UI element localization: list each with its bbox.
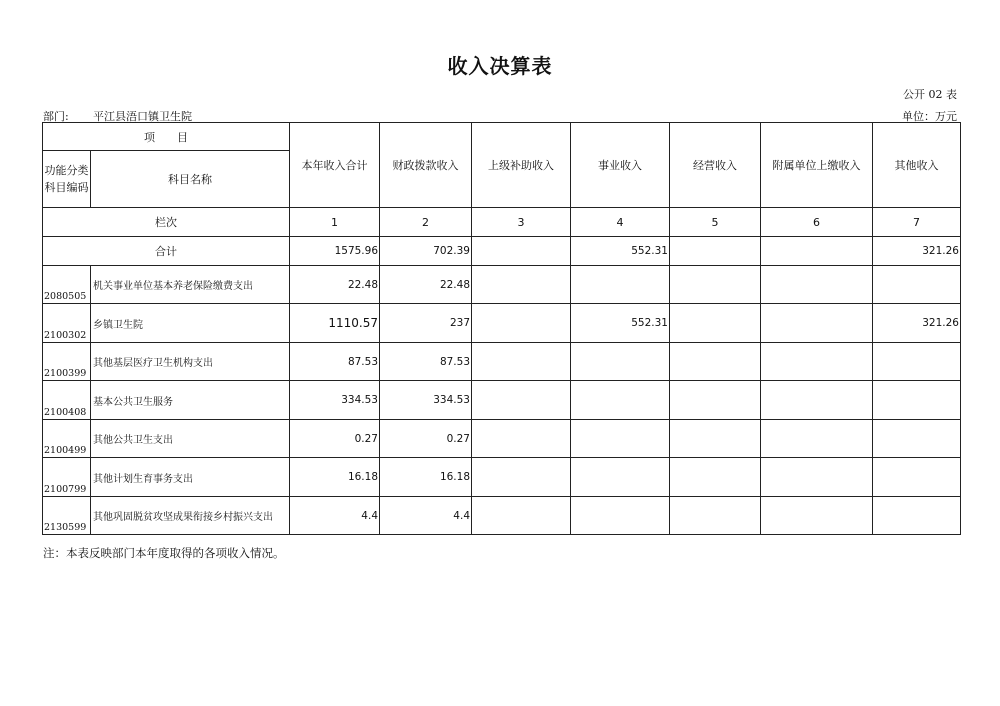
row-value: 22.48 — [380, 266, 472, 304]
header-item: 项 目 — [43, 123, 290, 151]
total-value-4: 552.31 — [571, 237, 670, 266]
income-report-table — [42, 122, 961, 535]
total-value-5 — [670, 237, 761, 266]
row-value: 22.48 — [290, 266, 380, 304]
row-value — [873, 343, 961, 381]
total-value-1: 1575.96 — [290, 237, 380, 266]
row-value — [670, 343, 761, 381]
row-value — [873, 420, 961, 458]
row-value — [472, 343, 571, 381]
row-value — [472, 497, 571, 535]
row-value — [571, 266, 670, 304]
row-value — [873, 458, 961, 497]
row-value: 334.53 — [290, 381, 380, 420]
row-code: 2100799 — [43, 458, 91, 497]
table-row — [43, 381, 961, 420]
row-value: 87.53 — [290, 343, 380, 381]
department-label: 部门: — [43, 110, 69, 123]
unit-label: 单位：万元 — [902, 110, 957, 123]
row-value: 321.26 — [873, 304, 961, 343]
total-value-6 — [761, 237, 873, 266]
header-col-5: 经营收入 — [670, 123, 761, 208]
row-value: 552.31 — [571, 304, 670, 343]
row-name: 其他公共卫生支出 — [91, 420, 290, 458]
row-name: 基本公共卫生服务 — [91, 381, 290, 420]
row-value — [670, 266, 761, 304]
row-value — [571, 381, 670, 420]
total-value-3 — [472, 237, 571, 266]
row-value — [472, 266, 571, 304]
header-col-3: 上级补助收入 — [472, 123, 571, 208]
row-value — [761, 343, 873, 381]
table-row — [43, 266, 961, 304]
row-value: 237 — [380, 304, 472, 343]
row-value: 4.4 — [290, 497, 380, 535]
table-row — [43, 343, 961, 381]
seq-5: 5 — [670, 208, 761, 237]
header-col-1: 本年收入合计 — [290, 123, 380, 208]
row-value — [761, 304, 873, 343]
row-value — [670, 381, 761, 420]
table-row — [43, 304, 961, 343]
seq-1: 1 — [290, 208, 380, 237]
header-col-6: 附属单位上缴收入 — [761, 123, 873, 208]
department-name: 平江县浯口镇卫生院 — [93, 110, 192, 123]
total-label: 合计 — [43, 237, 290, 266]
page-title: 收入决算表 — [447, 54, 553, 78]
header-col-4: 事业收入 — [571, 123, 670, 208]
row-value — [761, 381, 873, 420]
row-value — [472, 420, 571, 458]
row-value — [761, 497, 873, 535]
row-value: 334.53 — [380, 381, 472, 420]
row-value: 1110.57 — [290, 304, 380, 343]
seq-3: 3 — [472, 208, 571, 237]
row-value — [472, 304, 571, 343]
row-value — [571, 343, 670, 381]
row-name: 其他计划生育事务支出 — [91, 458, 290, 497]
seq-7: 7 — [873, 208, 961, 237]
header-code: 功能分类科目编码 — [43, 151, 91, 208]
footnote: 注：本表反映部门本年度取得的各项收入情况。 — [43, 546, 285, 560]
row-name: 其他巩固脱贫攻坚成果衔接乡村振兴支出 — [91, 497, 290, 535]
row-value: 87.53 — [380, 343, 472, 381]
table-row — [43, 458, 961, 497]
row-code: 2080505 — [43, 266, 91, 304]
row-value — [670, 497, 761, 535]
form-number: 公开 02 表 — [903, 88, 957, 101]
row-value: 16.18 — [380, 458, 472, 497]
table-row — [43, 420, 961, 458]
row-value — [761, 458, 873, 497]
row-value — [571, 497, 670, 535]
row-value — [761, 266, 873, 304]
row-code: 2100399 — [43, 343, 91, 381]
row-value — [873, 266, 961, 304]
seq-4: 4 — [571, 208, 670, 237]
row-code: 2100499 — [43, 420, 91, 458]
row-value — [571, 420, 670, 458]
total-value-2: 702.39 — [380, 237, 472, 266]
row-code: 2100302 — [43, 304, 91, 343]
header-col-2: 财政拨款收入 — [380, 123, 472, 208]
seq-label: 栏次 — [43, 208, 290, 237]
row-value — [761, 420, 873, 458]
row-value — [670, 304, 761, 343]
row-name: 机关事业单位基本养老保险缴费支出 — [91, 266, 290, 304]
row-name: 其他基层医疗卫生机构支出 — [91, 343, 290, 381]
row-code: 2130599 — [43, 497, 91, 535]
total-value-7: 321.26 — [873, 237, 961, 266]
row-value — [873, 497, 961, 535]
row-value — [873, 381, 961, 420]
seq-6: 6 — [761, 208, 873, 237]
row-code: 2100408 — [43, 381, 91, 420]
row-value: 0.27 — [290, 420, 380, 458]
total-row — [43, 237, 961, 266]
header-name: 科目名称 — [91, 151, 290, 208]
row-value — [472, 381, 571, 420]
row-value: 16.18 — [290, 458, 380, 497]
row-value — [670, 420, 761, 458]
row-value: 0.27 — [380, 420, 472, 458]
row-value — [571, 458, 670, 497]
seq-2: 2 — [380, 208, 472, 237]
table-row — [43, 497, 961, 535]
row-value — [472, 458, 571, 497]
row-name: 乡镇卫生院 — [91, 304, 290, 343]
row-value: 4.4 — [380, 497, 472, 535]
row-value — [670, 458, 761, 497]
header-col-7: 其他收入 — [873, 123, 961, 208]
